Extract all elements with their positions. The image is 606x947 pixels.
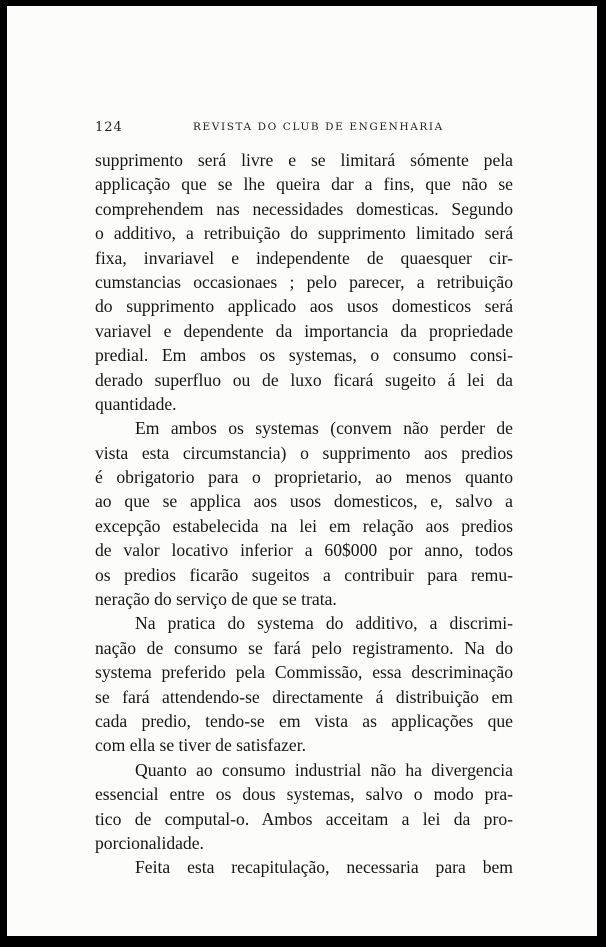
text-line: ao que se applica aos usos domesticos, e, salvo a bbox=[95, 491, 513, 512]
text-line: porcionalidade. bbox=[95, 832, 204, 853]
text-line: variavel e dependente da importancia da propriedade bbox=[95, 320, 513, 341]
text-line: cumstancias occasionaes ; pelo parecer, a retribuição bbox=[95, 271, 513, 292]
text-line: Na pratica do systema do additivo, a discrimi- bbox=[135, 613, 513, 634]
text-line: os predios ficarão sugeitos a contribuir para remu- bbox=[95, 564, 513, 585]
text-line: derado superfluo ou de luxo ficará sugeito á lei da bbox=[95, 369, 513, 390]
text-line: comprehendem nas necessidades domesticas. Segundo bbox=[95, 198, 513, 219]
text-line: predial. Em ambos os systemas, o consumo consi- bbox=[95, 345, 513, 366]
text-line: quantidade. bbox=[95, 393, 177, 414]
page-header bbox=[95, 118, 513, 138]
text-line: com ella se tiver de satisfazer. bbox=[95, 735, 307, 756]
text-line: se fará attendendo-se directamente á distribuição em bbox=[95, 686, 513, 707]
text-line: systema preferido pela Commissão, essa descriminação bbox=[95, 662, 513, 683]
text-line: Em ambos os systemas (convem não perder de bbox=[135, 418, 513, 439]
text-line: essencial entre os dous systemas, salvo o modo pra- bbox=[95, 784, 513, 805]
book-page bbox=[7, 6, 597, 936]
text-line: neração do serviço de que se trata. bbox=[95, 589, 337, 610]
text-line: supprimento será livre e se limitará sómente pela bbox=[95, 150, 513, 170]
text-line: Quanto ao consumo industrial não ha divergencia bbox=[135, 759, 513, 780]
text-line: applicação que se lhe queira dar a fins, que não se bbox=[95, 174, 513, 195]
page-number: 124 bbox=[95, 120, 123, 135]
text-line: Feita esta recapitulação, necessaria para bem bbox=[135, 857, 513, 878]
text-line: do supprimento applicado aos usos domesticos será bbox=[95, 296, 513, 317]
text-line: cada predio, tendo-se em vista as applicações que bbox=[95, 710, 513, 731]
text-line: de valor locativo inferior a 60$000 por anno, todos bbox=[95, 540, 513, 561]
text-line: excepção estabelecida na lei em relação aos predios bbox=[95, 515, 513, 536]
text-line: vista esta circumstancia) o supprimento aos predios bbox=[95, 442, 513, 463]
text-line: o additivo, a retribuição do supprimento limitado será bbox=[95, 223, 513, 244]
text-line: fixa, invariavel e independente de quaesquer cir- bbox=[95, 247, 513, 268]
running-title: REVISTA DO CLUB DE ENGENHARIA bbox=[193, 121, 444, 133]
body-text bbox=[95, 148, 513, 880]
text-line: tico de computal-o. Ambos acceitam a lei da pro- bbox=[95, 808, 513, 829]
text-line: nação de consumo se fará pelo registramento. Na do bbox=[95, 637, 513, 658]
text-line: é obrigatorio para o proprietario, ao menos quanto bbox=[95, 467, 513, 488]
